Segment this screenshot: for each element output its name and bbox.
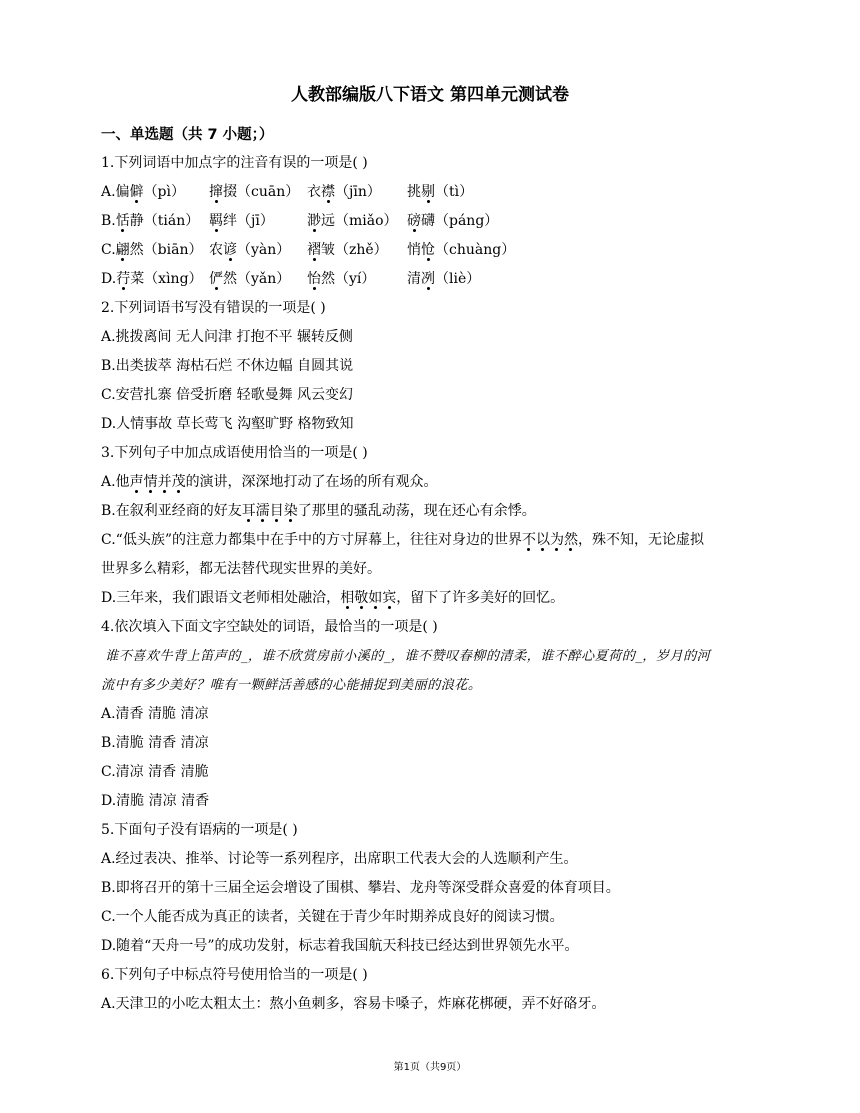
question-4-option-d: D.清脆 清凉 清香 <box>101 793 210 809</box>
document-body <box>101 122 771 1019</box>
question-6-stem: 6.下列句子中标点符号使用恰当的一项是( ) <box>101 967 368 983</box>
emphasis-dot-char: 剔 <box>421 184 435 200</box>
emphasis-dot-char: 敬 <box>354 590 369 606</box>
question-1-option-c: C.翩然（biān） 农谚（yàn） 褶皱（zhě） 悄怆（chuàng） <box>101 242 516 258</box>
emphasis-dot-char: 茂 <box>171 474 186 490</box>
emphasis-dot-char: 渺 <box>307 213 321 229</box>
question-2-option-c: C.安营扎寨 倍受折磨 轻歌曼舞 风云变幻 <box>101 387 354 403</box>
question-2-option-b: B.出类拔萃 海枯石烂 不休边幅 自圆其说 <box>101 358 354 374</box>
emphasis-dot-char: 为 <box>549 532 564 548</box>
question-5-option-b: B.即将召开的第十三届全运会增设了围棋、攀岩、龙舟等深受群众喜爱的体育项目。 <box>101 880 620 896</box>
emphasis-dot-char: 如 <box>368 590 383 606</box>
emphasis-dot-char: 谚 <box>223 242 237 258</box>
question-3-option-c: C.“低头族”的注意力都集中在手中的方寸屏幕上，往往对身边的世界不以为然，殊不知，无论虚拟 <box>101 532 704 548</box>
question-2-stem: 2.下列词语书写没有错误的一项是( ) <box>101 300 326 316</box>
emphasis-dot-char: 耳 <box>241 503 256 519</box>
emphasis-dot-char: 并 <box>157 474 172 490</box>
question-2-option-d: D.人情事故 草长莺飞 沟壑旷野 格物致知 <box>101 416 354 432</box>
question-4-passage-line-1: 谁不喜欢牛背上笛声的_，谁不欣赏房前小溪的_，谁不赞叹春柳的清柔，谁不醉心夏荷的_，岁月的河 <box>105 649 711 664</box>
emphasis-dot-char: 冽 <box>421 271 435 287</box>
question-3-option-a: A.他声情并茂的演讲，深深地打动了在场的所有观众。 <box>101 474 438 490</box>
question-5-option-a: A.经过表决、推举、讨论等一系列程序，出席职工代表大会的人选顺利产生。 <box>101 851 578 867</box>
question-5-stem: 5.下面句子没有语病的一项是( ) <box>101 822 298 838</box>
question-4-option-a: A.清香 清脆 清凉 <box>101 706 209 722</box>
emphasis-dot-char: 磅 <box>407 213 421 229</box>
question-3-stem: 3.下列句子中加点成语使用恰当的一项是( ) <box>101 445 368 461</box>
question-1-option-a: A.偏僻（pì） 撺掇（cuān） 衣襟（jīn） 挑剔（tì） <box>101 184 474 200</box>
emphasis-dot-char: 褶 <box>307 242 321 258</box>
emphasis-dot-char: 以 <box>535 532 550 548</box>
emphasis-dot-char: 染 <box>283 503 298 519</box>
question-3-option-b: B.在叙利亚经商的好友耳濡目染了那里的骚乱动荡，现在还心有余悸。 <box>101 503 536 519</box>
question-3-option-d: D.三年来，我们跟语文老师相处融洽，相敬如宾，留下了许多美好的回忆。 <box>101 590 565 606</box>
emphasis-dot-char: 荇 <box>116 271 131 287</box>
emphasis-dot-char: 怡 <box>307 271 321 287</box>
emphasis-dot-char: 撺 <box>209 184 223 200</box>
dotted-idiom <box>242 503 298 519</box>
dotted-idiom <box>130 474 186 490</box>
question-1-option-d: D.荇菜（xìng） 俨然（yǎn） 怡然（yí） 清冽（liè） <box>101 271 481 287</box>
question-5-option-c: C.一个人能否成为真正的读者，关键在于青少年时期养成良好的阅读习惯。 <box>101 909 564 925</box>
question-4-option-b: B.清脆 清香 清凉 <box>101 735 209 751</box>
question-4-stem: 4.依次填入下面文字空缺处的词语，最恰当的一项是( ) <box>101 619 438 635</box>
page-footer: 第1页（共9页） <box>393 1062 467 1073</box>
question-1-stem: 1.下列词语中加点字的注音有误的一项是( ) <box>101 155 368 171</box>
dotted-idiom <box>340 590 396 606</box>
section-heading: 一、单选题（共 7 小题；） <box>101 127 274 143</box>
emphasis-dot-char: 不 <box>521 532 536 548</box>
question-4-option-c: C.清凉 清香 清脆 <box>101 764 209 780</box>
emphasis-dot-char: 翩 <box>115 242 130 258</box>
question-4-passage-line-2: 流中有多少美好？唯有一颗鲜活善感的心能捕捉到美丽的浪花。 <box>101 678 482 693</box>
question-3-option-c-continued: 世界多么精彩，都无法替代现实世界的美好。 <box>101 561 381 577</box>
emphasis-dot-char: 怆 <box>421 242 435 258</box>
emphasis-dot-char: 声 <box>129 474 144 490</box>
question-6-option-a: A.天津卫的小吃太粗太土：熬小鱼刺多，容易卡嗓子，炸麻花梆硬，弄不好硌牙。 <box>101 996 606 1012</box>
emphasis-dot-char: 俨 <box>209 271 223 287</box>
emphasis-dot-char: 目 <box>269 503 284 519</box>
emphasis-dot-char: 情 <box>143 474 158 490</box>
question-1-option-b: B.恬静（tián） 羁绊（jī） 渺远（miǎo） 磅礴（páng） <box>101 213 499 229</box>
emphasis-dot-char: 宾 <box>382 590 397 606</box>
emphasis-dot-char: 相 <box>340 590 355 606</box>
emphasis-dot-char: 襟 <box>321 184 335 200</box>
emphasis-dot-char: 濡 <box>255 503 270 519</box>
question-5-option-d: D.随着“天舟一号”的成功发射，标志着我国航天科技已经达到世界领先水平。 <box>101 938 579 954</box>
emphasis-dot-char: 羁 <box>209 213 223 229</box>
dotted-idiom <box>522 532 578 548</box>
emphasis-dot-char: 僻 <box>129 184 144 200</box>
emphasis-dot-char: 恬 <box>115 213 130 229</box>
page-title: 人教部编版八下语文 第四单元测试卷 <box>291 85 569 105</box>
question-2-option-a: A.挑拨离间 无人问津 打抱不平 辗转反侧 <box>101 329 353 345</box>
emphasis-dot-char: 然 <box>563 532 578 548</box>
